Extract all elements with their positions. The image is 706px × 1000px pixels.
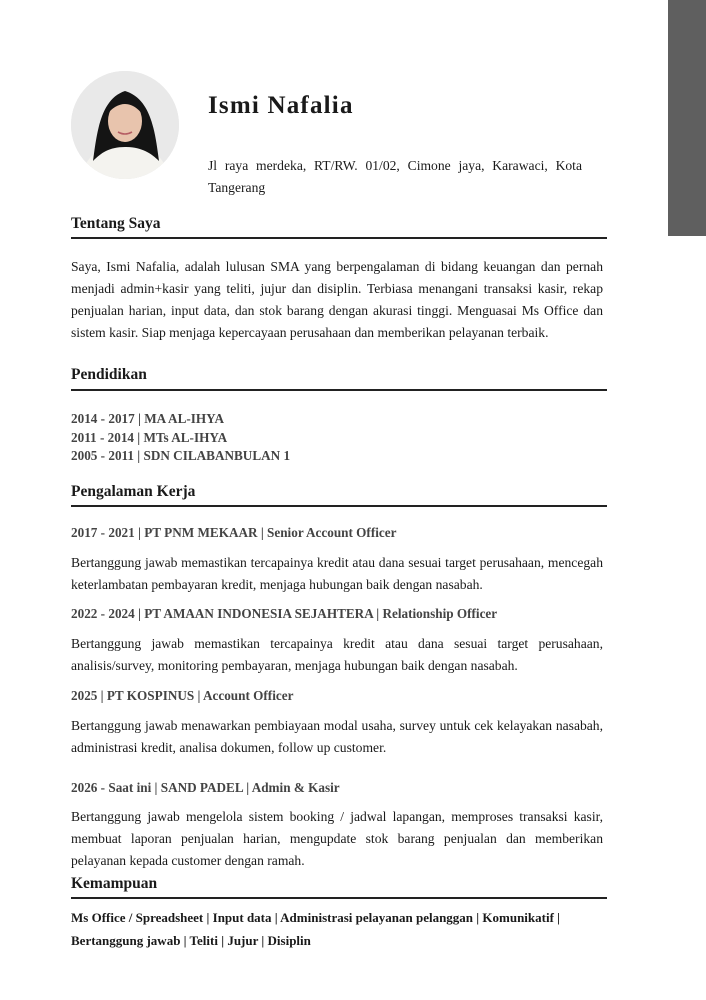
education-item: 2014 - 2017 | MA AL-IHYA xyxy=(71,411,224,426)
education-item: 2011 - 2014 | MTs AL-IHYA xyxy=(71,429,228,445)
profile-photo xyxy=(71,71,179,179)
job-description: Bertanggung jawab mengelola sistem booking / jadwal lapangan, memproses transaksi kasir, membuat laporan penjualan harian, mengupdate stok barang penjualan dan memberikan pelayanan kepada customer dengan ramah. xyxy=(71,809,603,868)
section-title-about: Tentang Saya xyxy=(71,215,161,232)
address: Jl raya merdeka, RT/RW. 01/02, Cimone jaya, Karawaci, Kota Tangerang xyxy=(208,158,582,195)
about-text: Saya, Ismi Nafalia, adalah lulusan SMA yang berpengalaman di bidang keuangan dan pernah menjadi admin+kasir yang teliti, jujur dan disiplin. Terbiasa menangani transaksi kasir, rekap penjualan harian, input data, dan stok barang dengan akurasi tinggi. Menguasai Ms Office dan sistem kasir. Siap menjaga kepercayaan perusahaan dan memberikan pelayanan terbaik. xyxy=(71,259,603,340)
side-accent-bar xyxy=(668,0,706,236)
section-title-skills: Kemampuan xyxy=(71,875,158,892)
job-description: Bertanggung jawab memastikan tercapainya kredit atau dana sesuai target perusahaan, mencegah keterlambatan pembayaran kredit, menjaga hubungan baik dengan nasabah. xyxy=(71,555,603,592)
job-description: Bertanggung jawab menawarkan pembiayaan modal usaha, survey untuk cek kelayakan nasabah, administrasi kredit, analisa dokumen, follow up customer. xyxy=(71,718,603,755)
job-heading: 2026 - Saat ini | SAND PADEL | Admin & Kasir xyxy=(71,780,340,795)
section-divider xyxy=(71,389,607,391)
section-title-experience: Pengalaman Kerja xyxy=(71,483,196,500)
section-title-education: Pendidikan xyxy=(71,366,147,383)
education-list xyxy=(71,410,290,466)
section-divider xyxy=(71,897,607,899)
job-description: Bertanggung jawab memastikan tercapainya kredit atau dana sesuai target perusahaan, analisis/survey, monitoring pembayaran, menjaga hubungan baik dengan nasabah. xyxy=(71,636,603,673)
section-divider xyxy=(71,505,607,507)
education-item: 2005 - 2011 | SDN CILABANBULAN 1 xyxy=(71,448,291,463)
job-heading: 2025 | PT KOSPINUS | Account Officer xyxy=(71,688,294,703)
job-heading: 2022 - 2024 | PT AMAAN INDONESIA SEJAHTERA | Relationship Officer xyxy=(71,606,498,621)
section-divider xyxy=(71,237,607,239)
skills-list: Ms Office / Spreadsheet | Input data | Administrasi pelayanan pelanggan | Komunikatif | Bertanggung jawab | Teliti | Jujur | Disiplin xyxy=(71,910,561,948)
profile-photo-illustration xyxy=(71,71,179,179)
full-name: Ismi Nafalia xyxy=(208,92,354,119)
job-heading: 2017 - 2021 | PT PNM MEKAAR | Senior Account Officer xyxy=(71,525,397,540)
